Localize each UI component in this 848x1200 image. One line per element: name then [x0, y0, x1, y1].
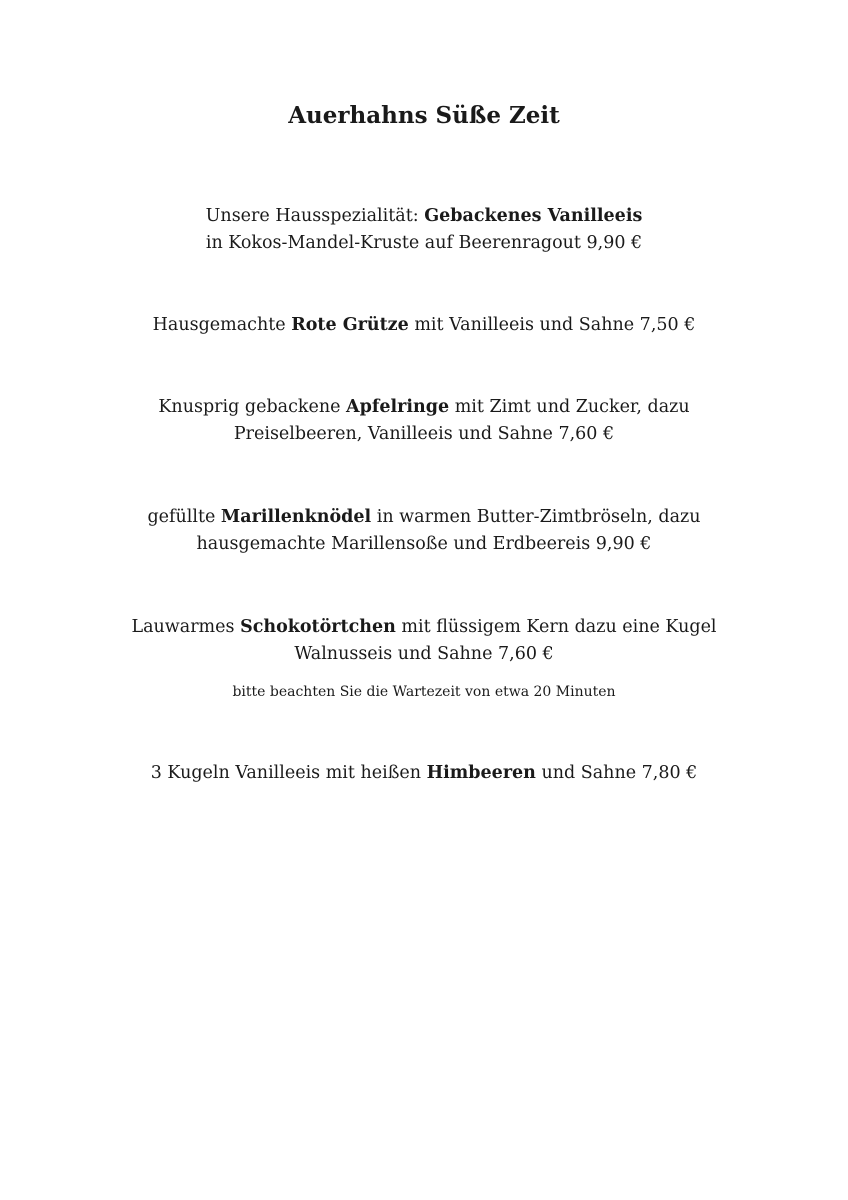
- menu-item-marillenknoedel: [0, 504, 848, 558]
- menu-item-apfelringe: [0, 394, 848, 448]
- item-name: Himbeeren: [426, 763, 536, 783]
- item-name: Schokotörtchen: [240, 617, 396, 637]
- menu-item-line: [0, 614, 848, 641]
- item-text: gefüllte: [147, 507, 221, 527]
- menu-item-line: [0, 760, 848, 787]
- item-name: Apfelringe: [346, 397, 450, 417]
- menu-item-line: Preiselbeeren, Vanilleeis und Sahne 7,60 €: [233, 424, 615, 444]
- menu-item-himbeeren: [0, 760, 848, 787]
- menu-item-line: [0, 203, 848, 230]
- menu-item-schokotoertchen: [0, 614, 848, 668]
- menu-item-gebackenes-vanilleeis: [0, 203, 848, 257]
- menu-item-line: in Kokos-Mandel-Kruste auf Beerenragout 9,90 €: [205, 233, 643, 253]
- menu-item-line: hausgemachte Marillensoße und Erdbeereis 9,90 €: [196, 534, 652, 554]
- menu-item-line: [0, 504, 848, 531]
- item-text: Lauwarmes: [131, 617, 241, 637]
- item-name: Marillenknödel: [220, 507, 372, 527]
- menu-item-line: [0, 394, 848, 421]
- item-text: in warmen Butter-Zimtbröseln, dazu: [371, 507, 701, 527]
- waiting-time-note: bitte beachten Sie die Wartezeit von etwa 20 Minuten: [232, 684, 616, 700]
- item-text: und Sahne 7,80 €: [535, 763, 698, 783]
- page-title: Auerhahns Süße Zeit: [288, 102, 560, 129]
- item-text: Hausgemachte: [152, 315, 292, 335]
- item-text: mit Vanilleeis und Sahne 7,50 €: [408, 315, 696, 335]
- item-text: Unsere Hausspezialität:: [205, 206, 425, 226]
- item-text: mit Zimt und Zucker, dazu: [449, 397, 690, 417]
- item-name: Gebackenes Vanilleeis: [424, 206, 643, 226]
- item-text: mit flüssigem Kern dazu eine Kugel: [395, 617, 717, 637]
- item-text: Knusprig gebackene: [158, 397, 347, 417]
- menu-item-line: Walnusseis und Sahne 7,60 €: [294, 644, 554, 664]
- item-name: Rote Grütze: [291, 315, 409, 335]
- menu-item-rote-gruetze: [0, 312, 848, 339]
- item-text: 3 Kugeln Vanilleeis mit heißen: [150, 763, 427, 783]
- menu-item-line: [0, 312, 848, 339]
